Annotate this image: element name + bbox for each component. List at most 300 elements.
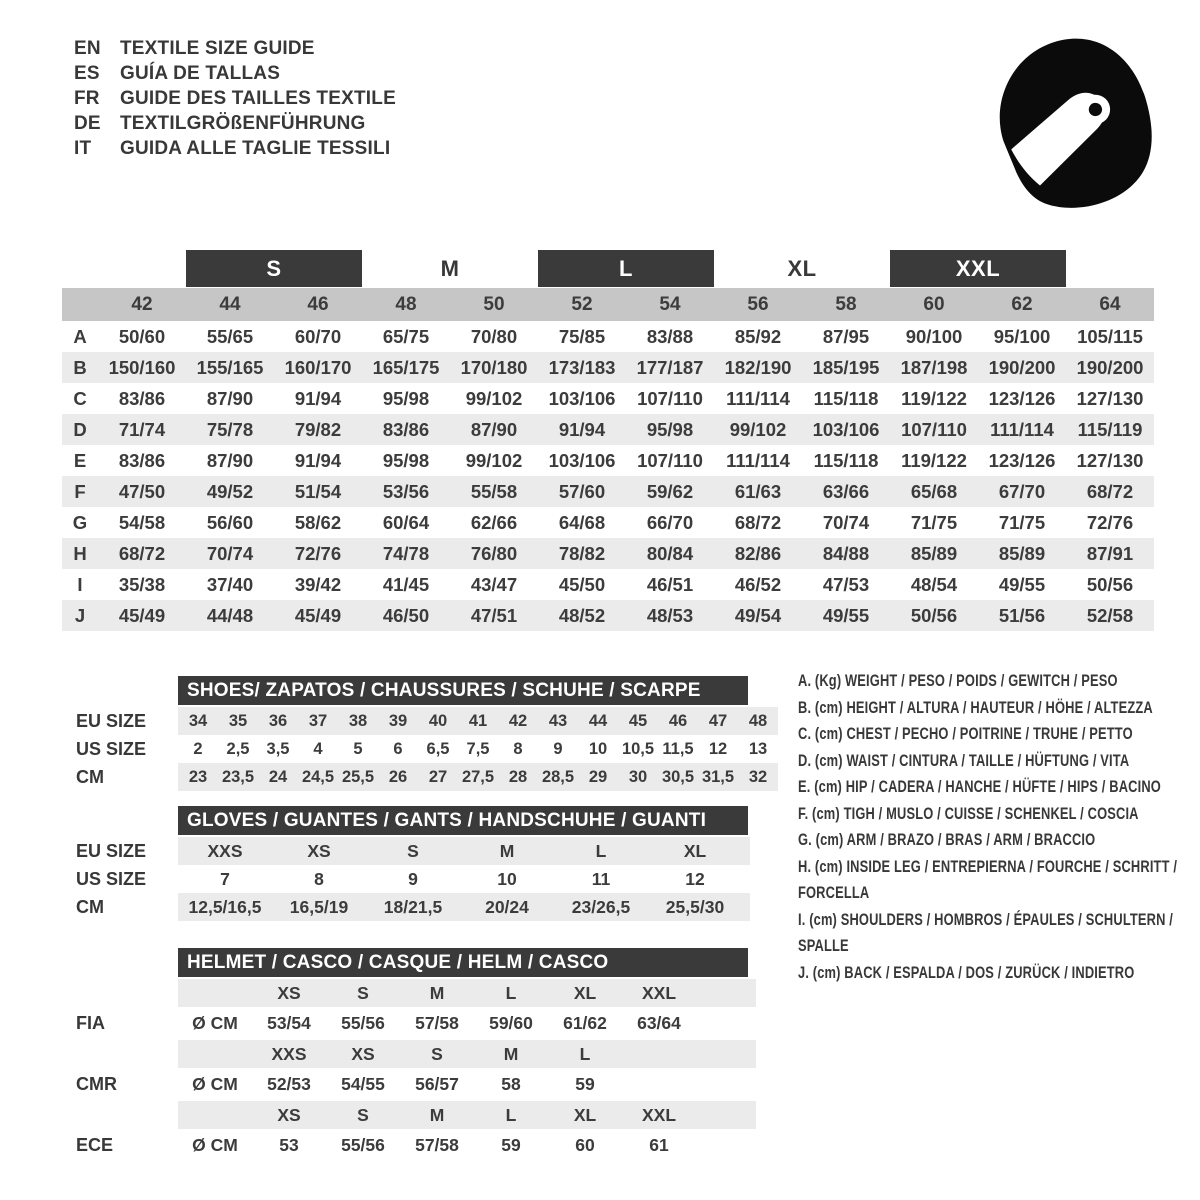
values-band bbox=[178, 1068, 756, 1101]
measure-cell: 71/74 bbox=[118, 418, 166, 440]
measure-cell: 64/68 bbox=[558, 511, 606, 533]
measure-cell: 119/122 bbox=[901, 387, 967, 409]
value-cell: 12,5/16,5 bbox=[188, 896, 262, 917]
value-cell: 55/56 bbox=[341, 1135, 385, 1155]
row-label: D bbox=[73, 418, 87, 440]
values-band bbox=[178, 735, 778, 763]
gloves-title: GLOVES / GUANTES / GANTS / HANDSCHUHE / GUANTI bbox=[187, 809, 707, 831]
measure-cell: 87/90 bbox=[206, 449, 254, 471]
measure-cell: 87/90 bbox=[470, 418, 518, 440]
measure-cell: 91/94 bbox=[558, 418, 606, 440]
sizes-band bbox=[178, 979, 756, 1007]
measure-cell: 59/62 bbox=[646, 480, 694, 502]
measure-cell: 70/80 bbox=[470, 325, 518, 347]
size-cell: XS bbox=[277, 982, 301, 1003]
values-band bbox=[178, 1007, 756, 1040]
measure-cell: 83/86 bbox=[118, 387, 166, 409]
legend bbox=[798, 668, 1192, 986]
measure-cell: 105/115 bbox=[1077, 325, 1143, 347]
gloves-row bbox=[62, 865, 782, 893]
value-cell: 43 bbox=[548, 711, 568, 730]
measure-cell: 107/110 bbox=[901, 418, 967, 440]
standard-label: CMR bbox=[76, 1074, 117, 1094]
value-cell: 5 bbox=[353, 739, 363, 758]
measure-cell: 123/126 bbox=[988, 387, 1056, 409]
value-cell: 11,5 bbox=[662, 739, 694, 758]
measure-cell: 111/114 bbox=[726, 387, 790, 409]
row-label: US SIZE bbox=[76, 868, 147, 889]
measure-cell: 87/95 bbox=[822, 325, 870, 347]
value-cell: 28,5 bbox=[541, 767, 575, 786]
value-cell: 10,5 bbox=[621, 739, 655, 758]
measure-cell: 46/51 bbox=[646, 573, 694, 595]
value-cell: 20/24 bbox=[485, 896, 529, 917]
value-cell: 8 bbox=[314, 868, 324, 889]
measure-cell: 85/89 bbox=[910, 542, 958, 564]
value-cell: 9 bbox=[553, 739, 563, 758]
measure-cell: 85/92 bbox=[734, 325, 782, 347]
measure-cell: 83/86 bbox=[118, 449, 166, 471]
legend-item: I. (cm) SHOULDERS / HOMBROS / ÉPAULES / SCHULTERN / SPALLE bbox=[798, 910, 1174, 955]
legend-item: B. (cm) HEIGHT / ALTURA / HAUTEUR / HÖHE / ALTEZZA bbox=[798, 698, 1153, 717]
measure-cell: 95/98 bbox=[382, 449, 430, 471]
helmet-size-row-fia bbox=[62, 979, 782, 1007]
value-cell: S bbox=[407, 840, 419, 861]
measure-cell: 35/38 bbox=[118, 573, 166, 595]
row-label: EU SIZE bbox=[76, 710, 147, 731]
measure-cell: 127/130 bbox=[1076, 449, 1144, 471]
measure-cell: 76/80 bbox=[470, 542, 518, 564]
value-cell: 57/58 bbox=[415, 1135, 459, 1155]
standard-label: ECE bbox=[76, 1135, 114, 1155]
size-number-cell: 54 bbox=[659, 293, 681, 315]
measure-cell: 78/82 bbox=[558, 542, 606, 564]
measure-cell: 74/78 bbox=[382, 542, 430, 564]
value-cell: 57/58 bbox=[415, 1013, 459, 1033]
measure-row-b bbox=[62, 352, 1154, 383]
value-cell: 37 bbox=[308, 711, 328, 730]
measure-cell: 185/195 bbox=[812, 356, 880, 378]
shoes-row bbox=[62, 707, 782, 735]
value-cell: 36 bbox=[268, 711, 288, 730]
measure-cell: 57/60 bbox=[558, 480, 606, 502]
size-cell: XS bbox=[277, 1104, 301, 1125]
measure-cell: 51/56 bbox=[998, 604, 1046, 626]
value-cell: 60 bbox=[575, 1135, 595, 1155]
measure-cell: 111/114 bbox=[990, 418, 1054, 440]
value-cell: 10 bbox=[588, 739, 608, 758]
language-title: TEXTILGRÖßENFÜHRUNG bbox=[120, 113, 366, 134]
value-cell: 40 bbox=[428, 711, 448, 730]
measure-cell: 48/54 bbox=[910, 573, 958, 595]
value-cell: 10 bbox=[497, 868, 517, 889]
value-cell: 8 bbox=[513, 739, 523, 758]
size-number-cell: 52 bbox=[571, 293, 593, 315]
value-cell: 25,5 bbox=[341, 767, 375, 786]
measure-cell: 53/56 bbox=[382, 480, 430, 502]
language-row bbox=[74, 111, 396, 136]
measure-cell: 103/106 bbox=[548, 449, 616, 471]
size-cell: L bbox=[505, 982, 517, 1003]
row-label-spacer bbox=[62, 979, 178, 1007]
measure-cell: 72/76 bbox=[294, 542, 342, 564]
measure-cell: 160/170 bbox=[284, 356, 352, 378]
values-band bbox=[178, 865, 750, 893]
measure-cell: 67/70 bbox=[998, 480, 1046, 502]
value-cell: 23 bbox=[188, 767, 208, 786]
measure-cell: 115/119 bbox=[1077, 418, 1143, 440]
values-band bbox=[178, 763, 778, 791]
measure-cell: 52/58 bbox=[1086, 604, 1134, 626]
measure-cell: 75/78 bbox=[206, 418, 254, 440]
value-cell: 29 bbox=[588, 767, 608, 786]
language-row bbox=[74, 61, 396, 86]
measure-cell: 84/88 bbox=[822, 542, 870, 564]
row-label: US SIZE bbox=[76, 738, 147, 759]
measure-cell: 44/48 bbox=[206, 604, 254, 626]
measure-cell: 63/66 bbox=[822, 480, 870, 502]
helmet-table bbox=[62, 948, 782, 1162]
size-group-m: M bbox=[440, 255, 460, 281]
value-cell: 28 bbox=[508, 767, 528, 786]
language-title: GUIDE DES TAILLES TEXTILE bbox=[120, 88, 396, 109]
measure-cell: 68/72 bbox=[734, 511, 782, 533]
value-cell: 48 bbox=[748, 711, 768, 730]
row-label-spacer bbox=[62, 1040, 178, 1068]
measure-cell: 95/98 bbox=[646, 418, 694, 440]
measure-cell: 182/190 bbox=[724, 356, 792, 378]
measure-cell: 62/66 bbox=[470, 511, 518, 533]
gloves-rows bbox=[62, 837, 782, 921]
racing-helmet-icon bbox=[972, 26, 1162, 213]
value-cell: 18/21,5 bbox=[383, 896, 443, 917]
measure-cell: 190/200 bbox=[988, 356, 1056, 378]
value-cell: 23/26,5 bbox=[571, 896, 631, 917]
measure-cell: 55/65 bbox=[206, 325, 254, 347]
shoes-row bbox=[62, 735, 782, 763]
standard-label: FIA bbox=[76, 1013, 105, 1033]
value-cell: 44 bbox=[588, 711, 608, 730]
row-label: I bbox=[77, 573, 83, 595]
measure-cell: 51/54 bbox=[294, 480, 342, 502]
shoes-rows bbox=[62, 707, 782, 791]
size-cell: L bbox=[505, 1104, 517, 1125]
value-cell: 53/54 bbox=[267, 1013, 311, 1033]
helmet-title: HELMET / CASCO / CASQUE / HELM / CASCO bbox=[187, 951, 609, 973]
size-cell: XXL bbox=[641, 982, 677, 1003]
measure-cell: 80/84 bbox=[646, 542, 694, 564]
value-cell: 2,5 bbox=[226, 739, 250, 758]
measure-row-d bbox=[62, 414, 1154, 445]
shoes-row bbox=[62, 763, 782, 791]
helmet-size-row-cmr bbox=[62, 1040, 782, 1068]
size-cell: XL bbox=[573, 1104, 597, 1125]
measure-cell: 79/82 bbox=[294, 418, 342, 440]
value-cell: 39 bbox=[388, 711, 408, 730]
value-cell: 13 bbox=[748, 739, 768, 758]
row-label-spacer bbox=[62, 1101, 178, 1129]
measure-cell: 82/86 bbox=[734, 542, 782, 564]
value-cell: 30 bbox=[628, 767, 648, 786]
shoes-table bbox=[62, 676, 782, 791]
legend-item: G. (cm) ARM / BRAZO / BRAS / ARM / BRACCIO bbox=[798, 831, 1096, 849]
value-cell: 25,5/30 bbox=[665, 896, 725, 917]
measure-cell: 65/68 bbox=[910, 480, 958, 502]
measure-row-h bbox=[62, 538, 1154, 569]
measure-cell: 46/52 bbox=[734, 573, 782, 595]
size-cell: M bbox=[503, 1043, 519, 1064]
size-cell: XXS bbox=[271, 1043, 307, 1064]
row-label: A bbox=[73, 325, 87, 347]
legend-item: D. (cm) WAIST / CINTURA / TAILLE / HÜFTUNG / VITA bbox=[798, 751, 1130, 770]
measure-cell: 87/90 bbox=[206, 387, 254, 409]
value-cell: 7 bbox=[220, 868, 230, 889]
gloves-row bbox=[62, 837, 782, 865]
size-number-cell: 64 bbox=[1099, 293, 1121, 315]
value-cell: 59/60 bbox=[489, 1013, 533, 1033]
measure-cell: 91/94 bbox=[294, 449, 342, 471]
helmet-size-row-ece bbox=[62, 1101, 782, 1129]
measure-cell: 119/122 bbox=[901, 449, 967, 471]
measure-cell: 45/50 bbox=[558, 573, 606, 595]
unit-cell: Ø CM bbox=[192, 1074, 238, 1094]
measure-cell: 107/110 bbox=[637, 449, 703, 471]
values-band bbox=[178, 837, 750, 865]
measure-cell: 47/51 bbox=[470, 604, 518, 626]
language-code: IT bbox=[74, 138, 92, 159]
value-cell: 31,5 bbox=[701, 767, 735, 786]
legend-item: E. (cm) HIP / CADERA / HANCHE / HÜFTE / HIPS / BACINO bbox=[798, 778, 1161, 796]
value-cell: 6,5 bbox=[426, 739, 450, 758]
measure-cell: 123/126 bbox=[988, 449, 1056, 471]
value-cell: XS bbox=[307, 840, 331, 861]
measure-cell: 71/75 bbox=[998, 511, 1046, 533]
values-band bbox=[178, 707, 778, 735]
value-cell: 4 bbox=[313, 739, 323, 758]
value-cell: 3,5 bbox=[266, 739, 290, 758]
measure-cell: 150/160 bbox=[108, 356, 176, 378]
measure-cell: 56/60 bbox=[206, 511, 254, 533]
value-cell: 16,5/19 bbox=[289, 896, 349, 917]
shoes-title-bar bbox=[178, 676, 748, 705]
measure-cell: 165/175 bbox=[372, 356, 440, 378]
language-code: FR bbox=[74, 88, 100, 109]
measure-cell: 99/102 bbox=[729, 418, 787, 440]
value-cell: 45 bbox=[628, 711, 648, 730]
language-title: TEXTILE SIZE GUIDE bbox=[120, 38, 315, 59]
measure-cell: 50/56 bbox=[1086, 573, 1134, 595]
value-cell: 32 bbox=[748, 767, 768, 786]
size-group-s: S bbox=[186, 250, 362, 287]
value-cell: 42 bbox=[508, 711, 528, 730]
measure-cell: 90/100 bbox=[905, 325, 963, 347]
size-cell: S bbox=[431, 1043, 443, 1064]
measure-cell: 49/55 bbox=[822, 604, 870, 626]
measure-cell: 46/50 bbox=[382, 604, 430, 626]
language-list bbox=[74, 36, 396, 161]
size-cell: XXL bbox=[641, 1104, 677, 1125]
size-group-xxl: XXL bbox=[890, 250, 1066, 287]
measure-cell: 58/62 bbox=[294, 511, 342, 533]
value-cell: 61/62 bbox=[563, 1013, 607, 1033]
size-group-row bbox=[62, 250, 1154, 287]
language-code: ES bbox=[74, 63, 100, 84]
value-cell: 12 bbox=[685, 868, 705, 889]
measure-cell: 190/200 bbox=[1076, 356, 1144, 378]
measure-cell: 95/98 bbox=[382, 387, 430, 409]
language-title: GUÍA DE TALLAS bbox=[120, 63, 281, 84]
value-cell: 6 bbox=[393, 739, 403, 758]
measure-cell: 115/118 bbox=[813, 449, 879, 471]
size-cell: XS bbox=[351, 1043, 375, 1064]
value-cell: XL bbox=[683, 840, 707, 861]
language-code: EN bbox=[74, 38, 101, 59]
values-band bbox=[178, 1129, 756, 1162]
textile-size-table bbox=[62, 250, 1154, 631]
row-label: F bbox=[74, 480, 86, 502]
size-number-row bbox=[62, 288, 1154, 321]
row-label: B bbox=[73, 356, 87, 378]
size-cell: M bbox=[429, 982, 445, 1003]
measure-cell: 49/55 bbox=[998, 573, 1046, 595]
value-cell: 54/55 bbox=[341, 1074, 385, 1094]
measure-cell: 177/187 bbox=[636, 356, 704, 378]
measure-cell: 170/180 bbox=[460, 356, 528, 378]
measure-cell: 48/53 bbox=[646, 604, 694, 626]
measure-cell: 68/72 bbox=[118, 542, 166, 564]
row-label: G bbox=[72, 511, 88, 533]
measure-cell: 54/58 bbox=[118, 511, 166, 533]
measure-row-j bbox=[62, 600, 1154, 631]
measure-row-i bbox=[62, 569, 1154, 600]
value-cell: 7,5 bbox=[466, 739, 490, 758]
value-cell: 59 bbox=[501, 1135, 521, 1155]
value-cell: 47 bbox=[708, 711, 728, 730]
value-cell: L bbox=[595, 840, 607, 861]
row-label: E bbox=[73, 449, 87, 471]
legend-item: J. (cm) BACK / ESPALDA / DOS / ZURÜCK / INDIETRO bbox=[798, 963, 1135, 982]
value-cell: 55/56 bbox=[341, 1013, 385, 1033]
legend-item: H. (cm) INSIDE LEG / ENTREPIERNA / FOURCHE / SCHRITT / FORCELLA bbox=[798, 857, 1178, 902]
value-cell: 27,5 bbox=[461, 767, 495, 786]
measure-cell: 66/70 bbox=[646, 511, 694, 533]
measure-cell: 85/89 bbox=[998, 542, 1046, 564]
values-band bbox=[178, 893, 750, 921]
measure-cell: 83/88 bbox=[646, 325, 694, 347]
value-cell: 53 bbox=[279, 1135, 299, 1155]
measure-cell: 47/53 bbox=[822, 573, 870, 595]
size-cell: L bbox=[579, 1043, 591, 1064]
legend-item: C. (cm) CHEST / PECHO / POITRINE / TRUHE / PETTO bbox=[798, 725, 1133, 743]
shoes-title: SHOES/ ZAPATOS / CHAUSSURES / SCHUHE / SCARPE bbox=[187, 679, 701, 701]
value-cell: 23,5 bbox=[221, 767, 255, 786]
measure-row-e bbox=[62, 445, 1154, 476]
size-group-xl: XL bbox=[787, 255, 817, 281]
measure-cell: 49/52 bbox=[206, 480, 254, 502]
measure-cell: 72/76 bbox=[1086, 511, 1134, 533]
value-cell: XXS bbox=[207, 840, 243, 861]
value-cell: 27 bbox=[428, 767, 448, 786]
legend-item: F. (cm) TIGH / MUSLO / CUISSE / SCHENKEL / COSCIA bbox=[798, 804, 1139, 823]
helmet-value-row-ece bbox=[62, 1129, 782, 1162]
measure-cell: 60/64 bbox=[382, 511, 430, 533]
measure-cell: 70/74 bbox=[822, 511, 870, 533]
language-row bbox=[74, 136, 396, 161]
gloves-row bbox=[62, 893, 782, 921]
gloves-table bbox=[62, 806, 782, 921]
measure-cell: 49/54 bbox=[734, 604, 782, 626]
size-number-cell: 58 bbox=[835, 293, 857, 315]
value-cell: 2 bbox=[193, 739, 203, 758]
size-number-cell: 42 bbox=[131, 293, 153, 315]
measure-cell: 37/40 bbox=[206, 573, 254, 595]
value-cell: 58 bbox=[501, 1074, 521, 1094]
measure-cell: 45/49 bbox=[294, 604, 342, 626]
size-number-cell: 56 bbox=[747, 293, 769, 315]
value-cell: 41 bbox=[468, 711, 488, 730]
measure-cell: 99/102 bbox=[465, 387, 523, 409]
unit-cell: Ø CM bbox=[192, 1135, 238, 1155]
measure-cell: 127/130 bbox=[1076, 387, 1144, 409]
measure-row-a bbox=[62, 321, 1154, 352]
measure-cell: 65/75 bbox=[382, 325, 430, 347]
row-label: C bbox=[73, 387, 87, 409]
measure-cell: 83/86 bbox=[382, 418, 430, 440]
size-group-l: L bbox=[538, 250, 714, 287]
helmet-title-bar bbox=[178, 948, 748, 977]
value-cell: 38 bbox=[348, 711, 368, 730]
measure-cell: 55/58 bbox=[470, 480, 518, 502]
value-cell: 30,5 bbox=[661, 767, 695, 786]
measure-cell: 71/75 bbox=[910, 511, 958, 533]
value-cell: 26 bbox=[388, 767, 408, 786]
measure-cell: 45/49 bbox=[118, 604, 166, 626]
measure-cell: 41/45 bbox=[382, 573, 430, 595]
value-cell: 61 bbox=[649, 1135, 669, 1155]
value-cell: M bbox=[499, 840, 515, 861]
helmet-rows bbox=[62, 979, 782, 1162]
value-cell: 34 bbox=[188, 711, 208, 730]
legend-item: A. (Kg) WEIGHT / PESO / POIDS / GEWITCH / PESO bbox=[798, 672, 1118, 690]
measure-cell: 50/60 bbox=[118, 325, 166, 347]
measure-cell: 111/114 bbox=[726, 449, 790, 471]
value-cell: 12 bbox=[708, 739, 728, 758]
language-code: DE bbox=[74, 113, 101, 134]
measure-cell: 103/106 bbox=[812, 418, 880, 440]
size-number-cell: 44 bbox=[219, 293, 241, 315]
language-title: GUIDA ALLE TAGLIE TESSILI bbox=[120, 138, 391, 159]
measure-cell: 60/70 bbox=[294, 325, 342, 347]
value-cell: 46 bbox=[668, 711, 688, 730]
measure-cell: 87/91 bbox=[1086, 542, 1134, 564]
language-row bbox=[74, 86, 396, 111]
measure-cell: 61/63 bbox=[734, 480, 782, 502]
language-row bbox=[74, 36, 396, 61]
sizes-band bbox=[178, 1101, 756, 1129]
measure-cell: 155/165 bbox=[196, 356, 264, 378]
row-label: EU SIZE bbox=[76, 840, 147, 861]
measure-cell: 103/106 bbox=[548, 387, 616, 409]
row-label: J bbox=[74, 604, 86, 626]
value-cell: 9 bbox=[408, 868, 418, 889]
size-cell: S bbox=[357, 982, 369, 1003]
size-number-cell: 46 bbox=[307, 293, 329, 315]
measure-cell: 47/50 bbox=[118, 480, 166, 502]
sizes-band bbox=[178, 1040, 756, 1068]
measure-cell: 95/100 bbox=[993, 325, 1051, 347]
value-cell: 11 bbox=[591, 868, 611, 889]
measure-cell: 115/118 bbox=[813, 387, 879, 409]
